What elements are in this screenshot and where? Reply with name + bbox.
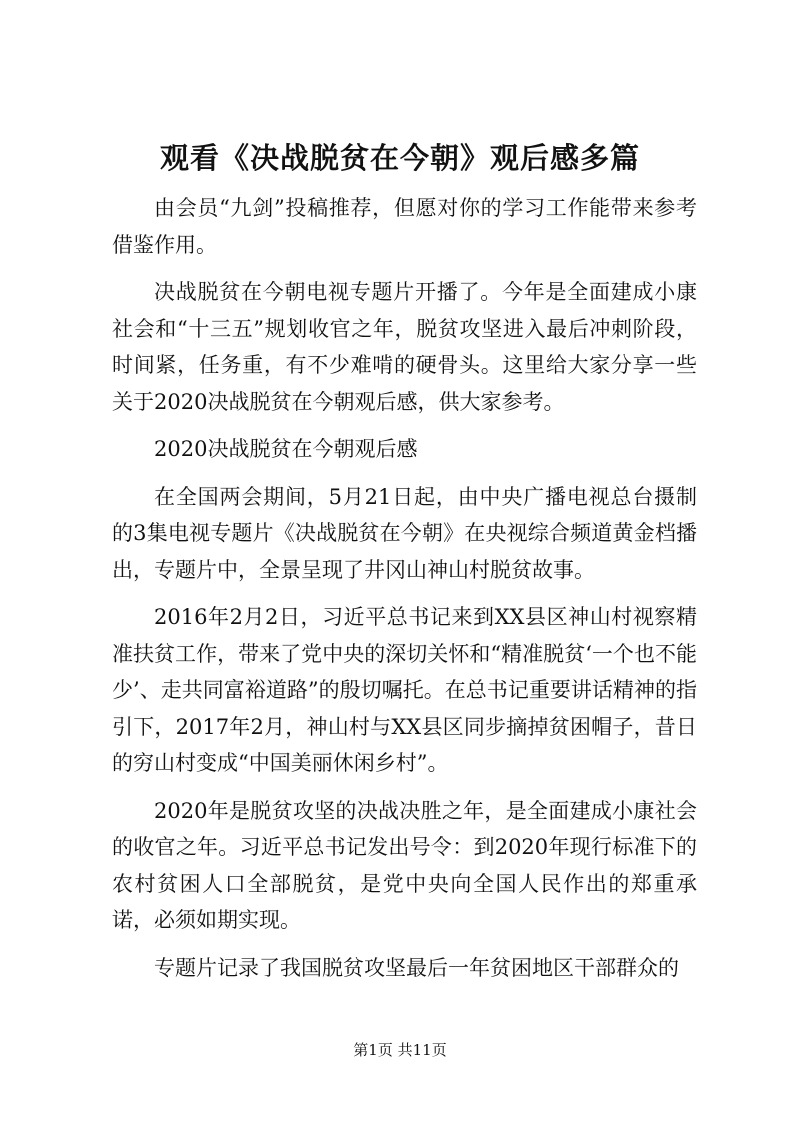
page-number-footer: 第1页 共11页 [353, 1041, 447, 1059]
paragraph-shenshan-village: 2016年2月2日，习近平总书记来到XX县区神山村视察精准扶贫工作，带来了党中央的深切关怀和“精准脱贫‘一个也不能少’、走共同富裕道路”的殷切嘱托。在总书记重要讲话精神的指引下，2017年2月，神山村与XX县区同步摘掉贫困帽子，昔日的穷山村变成“中国美丽休闲乡村”。 [112, 605, 697, 775]
section-heading: 2020决战脱贫在今朝观后感 [154, 437, 418, 461]
paragraph-continued: 专题片记录了我国脱贫攻坚最后一年贫困地区干部群众的 [154, 955, 679, 980]
paragraph-intro: 由会员“九剑”投稿推荐，但愿对你的学习工作能带来参考借鉴作用。 [112, 196, 697, 257]
paragraph-broadcast: 在全国两会期间，5月21日起，由中央广播电视总台摄制的3集电视专题片《决战脱贫在今朝》在央视综合频道黄金档播出，专题片中，全景呈现了井冈山神山村脱贫故事。 [112, 484, 697, 582]
paragraph-2020-goal: 2020年是脱贫攻坚的决战决胜之年，是全面建成小康社会的收官之年。习近平总书记发出号令：到2020年现行标准下的农村贫困人口全部脱贫，是党中央向全国人民作出的郑重承诺，必须如期实现。 [112, 798, 697, 932]
document-body [112, 190, 697, 986]
document-title: 观看《决战脱贫在今朝》观后感多篇 [159, 141, 640, 175]
paragraph-summary: 决战脱贫在今朝电视专题片开播了。今年是全面建成小康社会和“十三五”规划收官之年，脱贫攻坚进入最后冲刺阶段，时间紧，任务重，有不少难啃的硬骨头。这里给大家分享一些关于2020决战脱贫在今朝观后感，供大家参考。 [112, 280, 697, 414]
